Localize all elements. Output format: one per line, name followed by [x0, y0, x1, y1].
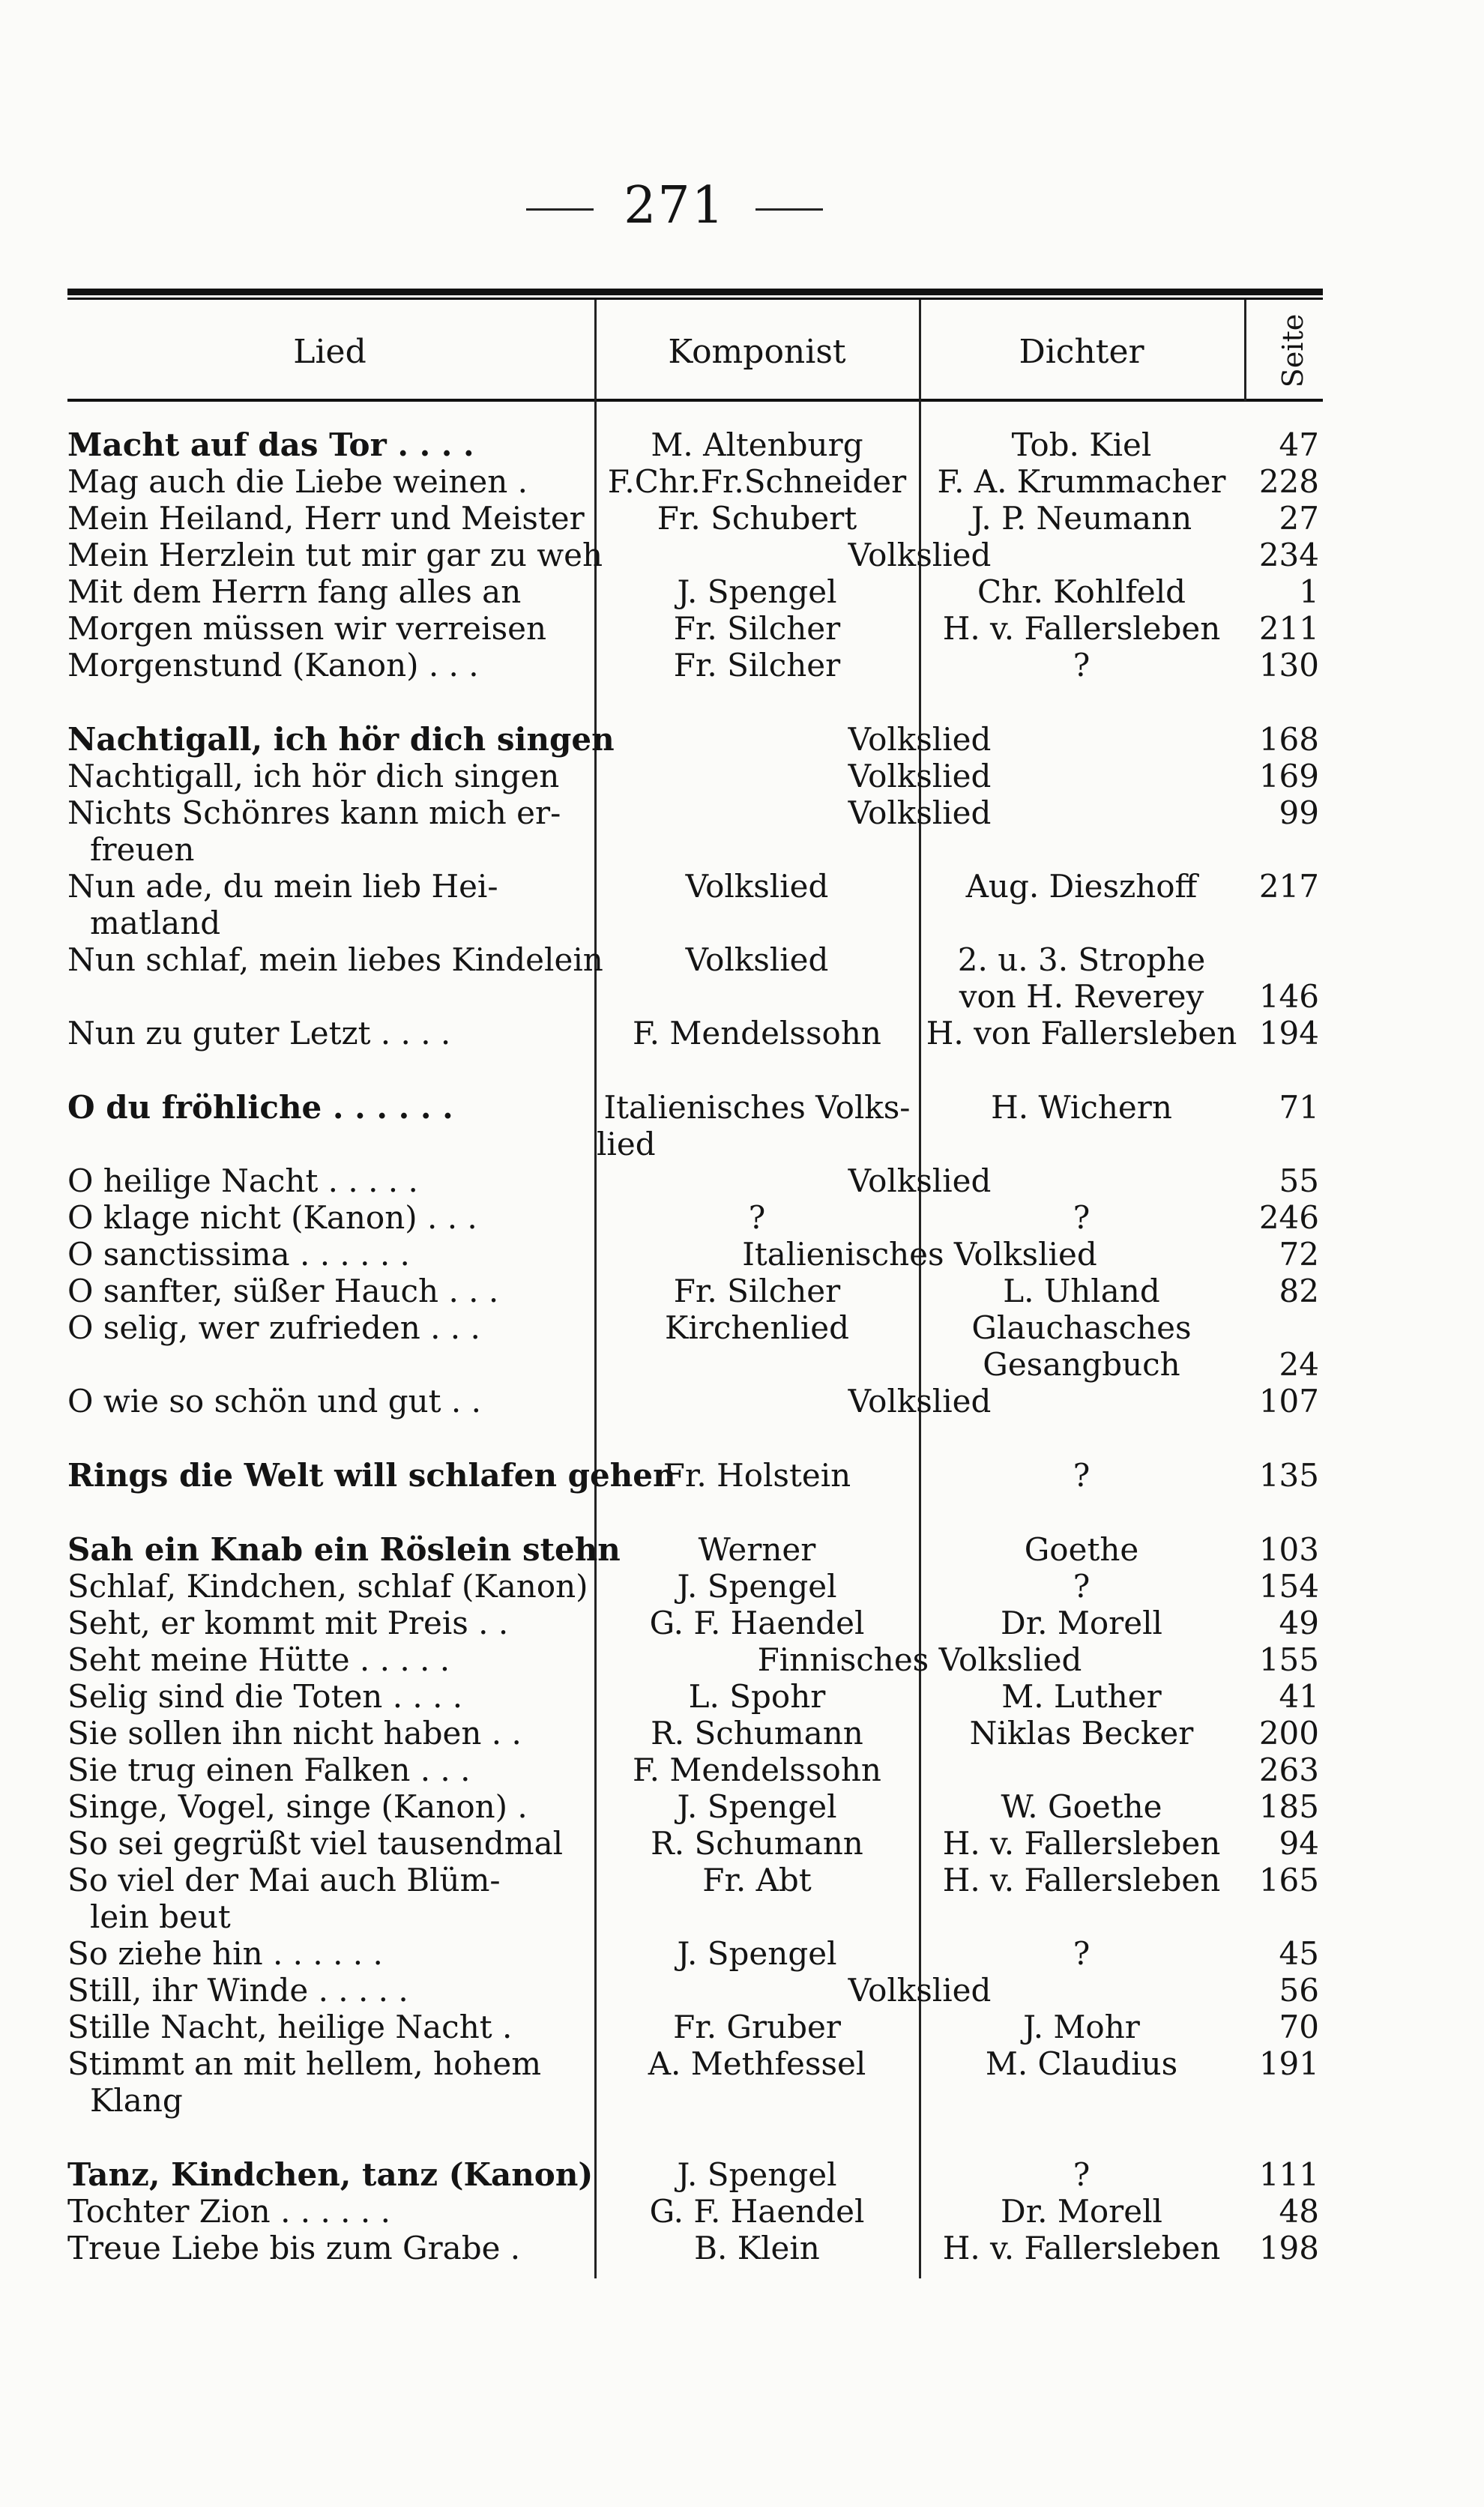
column-divider-dichter — [1244, 300, 1246, 401]
composer: Volkslied — [685, 941, 829, 978]
composer: Volkslied — [685, 868, 829, 905]
song-title: Seht, er kommt mit Preis . . — [67, 1605, 509, 1641]
page-ref: 1 — [1299, 573, 1319, 610]
page-ref: 194 — [1258, 1015, 1319, 1052]
header-komponist: Komponist — [668, 333, 846, 371]
header-dichter: Dichter — [1019, 333, 1144, 371]
poet: 2. u. 3. Strophe — [957, 941, 1206, 978]
song-title: Nun zu guter Letzt . . . . — [67, 1015, 451, 1052]
composer: G. F. Haendel — [649, 2193, 865, 2230]
song-title: Schlaf, Kindchen, schlaf (Kanon) — [67, 1568, 588, 1605]
song-title: Singe, Vogel, singe (Kanon) . — [67, 1788, 528, 1825]
poet: ? — [1073, 1199, 1091, 1236]
poet: Glauchasches — [971, 1309, 1192, 1346]
page-ref: 82 — [1279, 1273, 1319, 1309]
page-ref: 191 — [1258, 2045, 1319, 2082]
song-title: O du fröhliche . . . . . . — [67, 1089, 453, 1126]
page-ref: 246 — [1258, 1199, 1319, 1236]
page-ref: 211 — [1258, 610, 1319, 647]
song-title: Nachtigall, ich hör dich singen — [67, 758, 560, 794]
song-title: Nun schlaf, mein liebes Kindelein — [67, 941, 603, 978]
poet: H. v. Fallersleben — [942, 610, 1221, 647]
composer: Werner — [698, 1531, 816, 1568]
composer-poet: Volkslied — [848, 721, 992, 758]
song-title: Stille Nacht, heilige Nacht . — [67, 2009, 513, 2045]
song-title: Nichts Schönres kann mich er- — [67, 794, 561, 831]
page-ref: 49 — [1279, 1605, 1319, 1641]
page-ref: 200 — [1258, 1715, 1319, 1752]
poet: Dr. Morell — [1001, 1605, 1162, 1641]
composer: Fr. Silcher — [673, 610, 841, 647]
poet: M. Luther — [1001, 1678, 1162, 1715]
page-number: 271 — [0, 176, 1349, 235]
song-title: Stimmt an mit hellem, hohem — [67, 2045, 542, 2082]
poet: H. v. Fallersleben — [942, 2230, 1221, 2266]
composer-poet: Italienisches Volkslied — [742, 1236, 1097, 1273]
page-ref: 165 — [1258, 1862, 1319, 1898]
poet: H. v. Fallersleben — [942, 1862, 1221, 1898]
page-ref: 168 — [1258, 721, 1319, 758]
composer-poet: Volkslied — [848, 1383, 992, 1420]
song-title: So viel der Mai auch Blüm- — [67, 1862, 501, 1898]
song-title: Seht meine Hütte . . . . . — [67, 1641, 450, 1678]
song-title: Nachtigall, ich hör dich singen — [67, 721, 615, 758]
song-title-continued: matland — [90, 905, 221, 941]
composer-continued: lied — [597, 1126, 656, 1162]
composer: F. Mendelssohn — [633, 1015, 881, 1052]
poet: ? — [1073, 2156, 1091, 2193]
song-title-continued: Klang — [90, 2082, 183, 2119]
song-title: So ziehe hin . . . . . . — [67, 1935, 383, 1972]
composer: G. F. Haendel — [649, 1605, 865, 1641]
song-title: O heilige Nacht . . . . . — [67, 1162, 418, 1199]
song-title: O sanctissima . . . . . . — [67, 1236, 410, 1273]
song-title: Sah ein Knab ein Röslein stehn — [67, 1531, 621, 1568]
page-ref: 47 — [1279, 426, 1319, 463]
poet: ? — [1073, 1457, 1091, 1494]
composer: R. Schumann — [651, 1825, 863, 1862]
page-ref: 169 — [1258, 758, 1319, 794]
table-top-rule — [67, 289, 1323, 295]
page-ref: 45 — [1279, 1935, 1319, 1972]
page-ref: 146 — [1258, 978, 1319, 1015]
song-title-continued: freuen — [90, 831, 195, 868]
page-ref: 135 — [1258, 1457, 1319, 1494]
composer-poet: Volkslied — [848, 1972, 992, 2009]
page-ref: 41 — [1279, 1678, 1319, 1715]
poet: H. v. Fallersleben — [942, 1825, 1221, 1862]
poet: ? — [1073, 647, 1091, 684]
table-top-rule-thin — [67, 298, 1323, 300]
page-ref: 103 — [1258, 1531, 1319, 1568]
composer-poet: Volkslied — [848, 1162, 992, 1199]
composer: F.Chr.Fr.Schneider — [607, 463, 907, 500]
composer: M. Altenburg — [651, 426, 863, 463]
song-title: O klage nicht (Kanon) . . . — [67, 1199, 477, 1236]
song-title: Tochter Zion . . . . . . — [67, 2193, 390, 2230]
page-ref: 130 — [1258, 647, 1319, 684]
song-title: So sei gegrüßt viel tausendmal — [67, 1825, 564, 1862]
page-ref: 107 — [1258, 1383, 1319, 1420]
page-ref: 56 — [1279, 1972, 1319, 2009]
page-ref: 55 — [1279, 1162, 1319, 1199]
composer: Fr. Silcher — [673, 1273, 841, 1309]
page-ref: 228 — [1258, 463, 1319, 500]
composer: R. Schumann — [651, 1715, 863, 1752]
composer: L. Spohr — [688, 1678, 826, 1715]
song-title: Morgen müssen wir verreisen — [67, 610, 547, 647]
page-ref: 27 — [1279, 500, 1319, 537]
page-ref: 154 — [1258, 1568, 1319, 1605]
page-ref: 94 — [1279, 1825, 1319, 1862]
poet: F. A. Krummacher — [937, 463, 1226, 500]
composer: B. Klein — [694, 2230, 820, 2266]
song-title: Still, ihr Winde . . . . . — [67, 1972, 408, 2009]
song-title: Selig sind die Toten . . . . — [67, 1678, 463, 1715]
composer: J. Spengel — [677, 573, 837, 610]
composer-poet: Volkslied — [848, 758, 992, 794]
composer: Fr. Silcher — [673, 647, 841, 684]
poet: J. P. Neumann — [971, 500, 1192, 537]
header-rule — [67, 399, 1323, 402]
song-title: O selig, wer zufrieden . . . — [67, 1309, 480, 1346]
song-title: Mein Heiland, Herr und Meister — [67, 500, 585, 537]
poet-continued: von H. Reverey — [959, 978, 1204, 1015]
song-title: Mit dem Herrn fang alles an — [67, 573, 522, 610]
composer: J. Spengel — [677, 1935, 837, 1972]
poet: Goethe — [1024, 1531, 1139, 1568]
page-ref: 111 — [1258, 2156, 1319, 2193]
composer: Fr. Gruber — [673, 2009, 841, 2045]
composer: Fr. Schubert — [657, 500, 857, 537]
page-ref: 217 — [1258, 868, 1319, 905]
composer: J. Spengel — [677, 1568, 837, 1605]
song-title: Sie trug einen Falken . . . — [67, 1752, 471, 1788]
song-title: O sanfter, süßer Hauch . . . — [67, 1273, 499, 1309]
song-title: Treue Liebe bis zum Grabe . — [67, 2230, 521, 2266]
dash-left — [526, 208, 594, 211]
poet: Niklas Becker — [969, 1715, 1194, 1752]
song-title: Macht auf das Tor . . . . — [67, 426, 474, 463]
poet: M. Claudius — [985, 2045, 1178, 2082]
poet: H. von Fallersleben — [926, 1015, 1237, 1052]
poet: J. Mohr — [1023, 2009, 1140, 2045]
page-ref: 185 — [1258, 1788, 1319, 1825]
poet: H. Wichern — [991, 1089, 1172, 1126]
poet: Tob. Kiel — [1011, 426, 1152, 463]
poet: ? — [1073, 1568, 1091, 1605]
song-title: Mein Herzlein tut mir gar zu weh — [67, 537, 603, 573]
song-title: O wie so schön und gut . . — [67, 1383, 481, 1420]
poet: Dr. Morell — [1001, 2193, 1162, 2230]
composer-poet: Volkslied — [848, 794, 992, 831]
header-seite: Seite — [1276, 313, 1309, 387]
page-ref: 71 — [1279, 1089, 1319, 1126]
page-ref: 155 — [1258, 1641, 1319, 1678]
song-title: Morgenstund (Kanon) . . . — [67, 647, 479, 684]
page-ref: 24 — [1279, 1346, 1319, 1383]
composer: A. Methfessel — [648, 2045, 866, 2082]
song-title: Tanz, Kindchen, tanz (Kanon) — [67, 2156, 594, 2193]
page-ref: 70 — [1279, 2009, 1319, 2045]
poet-continued: Gesangbuch — [983, 1346, 1180, 1383]
page-ref: 99 — [1279, 794, 1319, 831]
song-title: Nun ade, du mein lieb Hei- — [67, 868, 498, 905]
page-ref: 48 — [1279, 2193, 1319, 2230]
song-title: Mag auch die Liebe weinen . — [67, 463, 528, 500]
dash-right — [755, 208, 823, 211]
poet: Chr. Kohlfeld — [977, 573, 1186, 610]
page-ref: 263 — [1258, 1752, 1319, 1788]
header-lied: Lied — [293, 333, 367, 371]
composer-poet: Finnisches Volkslied — [757, 1641, 1082, 1678]
poet: Aug. Dieszhoff — [965, 868, 1198, 905]
poet: L. Uhland — [1003, 1273, 1160, 1309]
composer: Fr. Abt — [702, 1862, 812, 1898]
composer: F. Mendelssohn — [633, 1752, 881, 1788]
page-ref: 234 — [1258, 537, 1319, 573]
page-ref: 198 — [1258, 2230, 1319, 2266]
composer: ? — [748, 1199, 766, 1236]
composer: Italienisches Volks- — [603, 1089, 911, 1126]
composer: Kirchenlied — [665, 1309, 849, 1346]
poet: W. Goethe — [1001, 1788, 1162, 1825]
composer: Fr. Holstein — [663, 1457, 851, 1494]
page-ref: 72 — [1279, 1236, 1319, 1273]
song-title-continued: lein beut — [90, 1898, 231, 1935]
composer: J. Spengel — [677, 2156, 837, 2193]
song-title: Sie sollen ihn nicht haben . . — [67, 1715, 522, 1752]
song-title: Rings die Welt will schlafen gehen — [67, 1457, 676, 1494]
composer-poet: Volkslied — [848, 537, 992, 573]
poet: ? — [1073, 1935, 1091, 1972]
composer: J. Spengel — [677, 1788, 837, 1825]
